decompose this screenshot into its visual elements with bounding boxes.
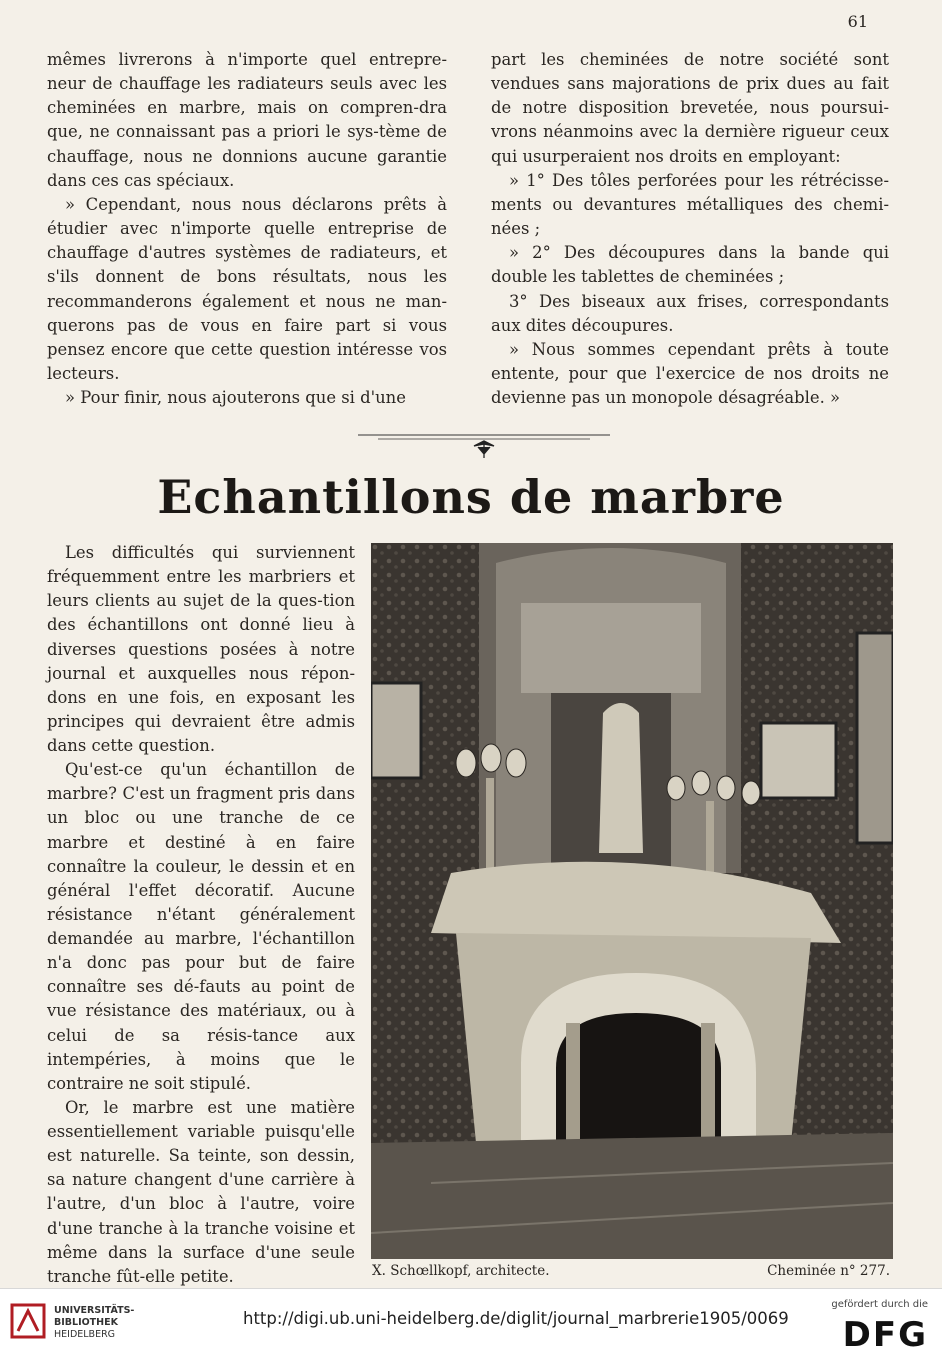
article-heading: Echantillons de marbre	[157, 470, 785, 524]
library-name-line: BIBLIOTHEK	[54, 1317, 118, 1328]
paragraph: » 1° Des tôles perforées pour les rétrécisse-ments ou devantures métalliques des chemi-nées ;	[491, 170, 889, 239]
library-name-line: HEIDELBERG	[54, 1329, 116, 1340]
university-library-logo-icon	[10, 1303, 46, 1339]
caption-architect: X. Schœllkopf, architecte.	[372, 1263, 550, 1279]
library-name	[54, 1305, 134, 1341]
right-column-top	[491, 48, 889, 410]
page-number: 61	[847, 12, 868, 31]
library-name-line: UNIVERSITÄTS-	[54, 1305, 135, 1316]
paragraph: mêmes livrerons à n'importe quel entrepre-neur de chauffage les radiateurs seuls avec les cheminées en marbre, mais on compren-dra que, ne connaissant pas a priori le sys-tème de chauffage, nous ne donnions aucune garantie dans ces cas spéciaux.	[47, 50, 447, 190]
paragraph: » Nous sommes cependant prêts à toute entente, pour que l'exercice de nos droits ne devienne pas un monopole désagréable. »	[491, 339, 889, 408]
left-column-top	[47, 48, 447, 410]
footer-bar	[0, 1288, 942, 1361]
paragraph: Or, le marbre est une matière essentiellement variable puisqu'elle est naturelle. Sa teinte, son dessin, sa nature changent d'une carrière à l'autre, d'un bloc à l'autre, voire d'une tranche à la tranche voisine et même dans la surface d'une seule tranche fût-elle petite.	[47, 1097, 355, 1286]
paragraph: Qu'est-ce qu'un échantillon de marbre? C'est un fragment pris dans un bloc ou une tranche de ce marbre et destiné à en faire connaître la couleur, le dessin et en général l'effet décoratif. Aucune résistance n'étant généralement demandée au marbre, l'échantillon n'a donc pas pour but de faire connaître ses dé-fauts au point de vue résistance des matériaux, ou à celui de sa résis-tance aux intempéries, à moins que le contraire ne soit stipulé.	[47, 760, 355, 1093]
paragraph: » Pour finir, nous ajouterons que si d'une	[65, 388, 406, 408]
left-column-bottom	[47, 541, 355, 1289]
paragraph: » Cependant, nous nous déclarons prêts à étudier avec n'importe quelle entreprise de chauffage d'autres systèmes de radiateurs, et s'ils donnent de bons résultats, nous les recommanderons également et nous ne man-querons pas de vous en faire part si vous pensez encore que cette question intéresse vos lecteurs.	[47, 194, 447, 384]
dfg-logo: DFG	[842, 1315, 928, 1355]
caption-fireplace-number: Cheminée n° 277.	[767, 1263, 890, 1279]
paragraph: » 2° Des découpures dans la bande qui double les tablettes de cheminées ;	[491, 243, 889, 287]
paragraph: 3° Des biseaux aux frises, correspondants aux dites découpures.	[491, 291, 889, 335]
ornamental-divider	[358, 432, 610, 462]
paragraph: Les difficultés qui surviennent fréquemment entre les marbriers et leurs clients au sujet de la ques-tion des échantillons ont donné lieu à diverses questions posées à notre journal et auxquelles nous répon-dons en une fois, en exposant les principes qui devraient être admis dans cette question.	[47, 543, 355, 755]
paragraph: part les cheminées de notre société sont vendues sans majorations de prix dues au fait de notre disposition brevetée, nous poursui-vrons néanmoins avec la dernière rigueur ceux qui usurperaient nos droits en employant:	[491, 50, 889, 166]
permalink-url[interactable]: http://digi.ub.uni-heidelberg.de/diglit/journal_marbrerie1905/0069	[243, 1309, 789, 1328]
fireplace-photograph	[371, 543, 893, 1259]
funded-by-label: gefördert durch die	[831, 1299, 928, 1310]
